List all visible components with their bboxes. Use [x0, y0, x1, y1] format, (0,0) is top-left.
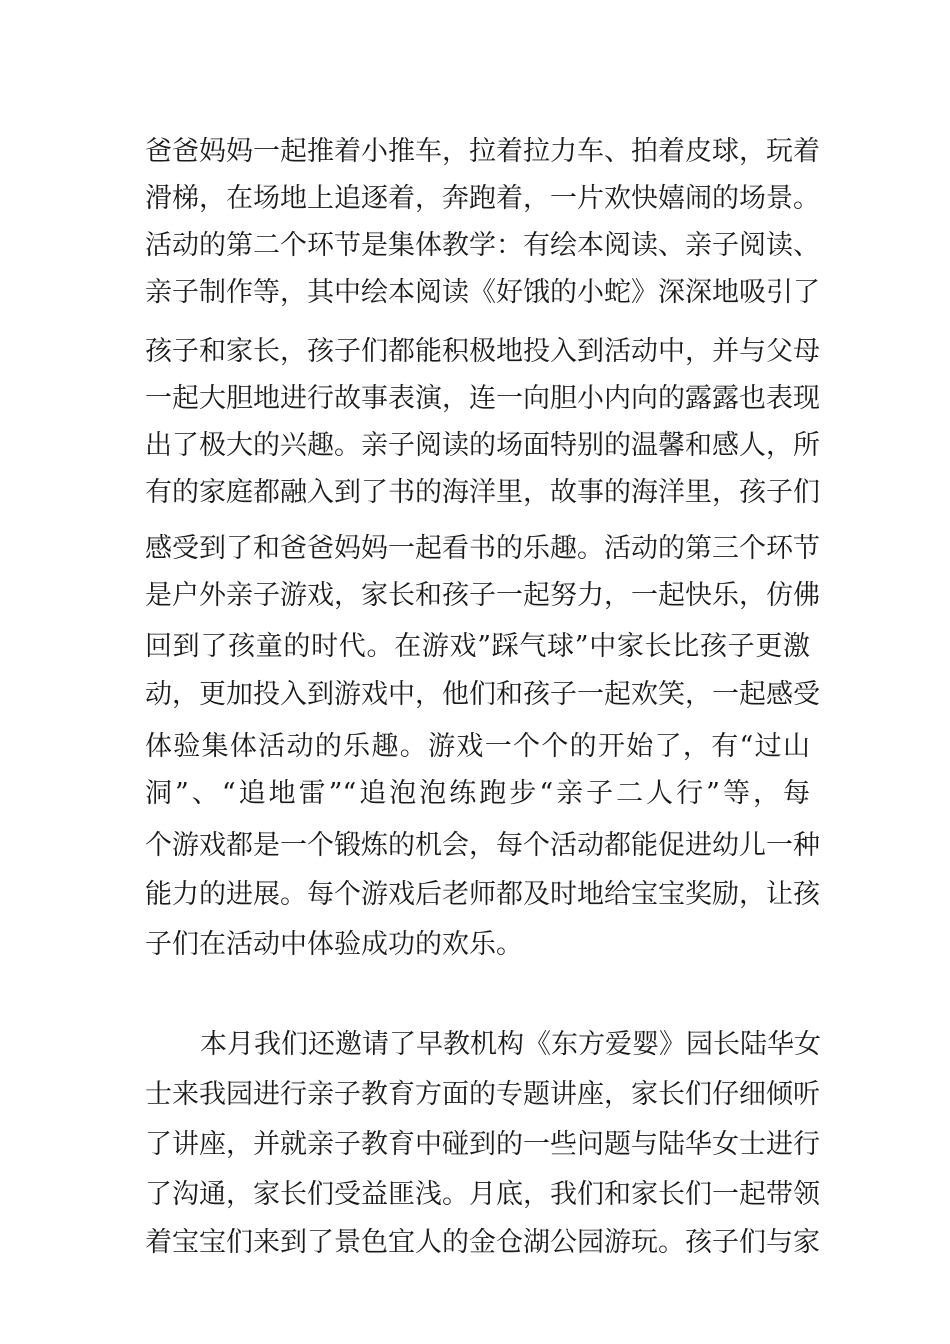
text-line: 感受到了和爸爸妈妈一起看书的乐趣。活动的第三个环节	[145, 533, 820, 564]
text-line: 亲子制作等，其中绘本阅读《好饿的小蛇》深深地吸引了	[145, 277, 820, 308]
paragraph-start-line: 本月我们还邀请了早教机构《东方爱婴》园长陆华女	[200, 1029, 821, 1060]
text-line: 着宝宝们来到了景色宜人的金仓湖公园游玩。孩子们与家	[145, 1227, 820, 1258]
text-line: 了沟通，家长们受益匪浅。月底，我们和家长们一起带领	[145, 1179, 820, 1210]
text-line: 洞”、“追地雷”“追泡泡练跑步“亲子二人行”等，每	[145, 778, 810, 809]
text-line: 了讲座，并就亲子教育中碰到的一些问题与陆华女士进行	[145, 1129, 820, 1160]
text-line: 出了极大的兴趣。亲子阅读的场面特别的温馨和感人，所	[145, 430, 820, 461]
text-line: 有的家庭都融入到了书的海洋里，故事的海洋里，孩子们	[145, 477, 820, 508]
paragraph-end-line: 子们在活动中体验成功的欢乐。	[145, 929, 523, 960]
text-line: 活动的第二个环节是集体教学：有绘本阅读、亲子阅读、	[145, 230, 820, 261]
text-line: 是户外亲子游戏，家长和孩子一起努力，一起快乐，仿佛	[145, 580, 820, 611]
text-line: 孩子和家长，孩子们都能积极地投入到活动中，并与父母	[145, 336, 820, 367]
text-line: 能力的进展。每个游戏后老师都及时地给宝宝奖励，让孩	[145, 879, 820, 910]
text-line: 滑梯，在场地上追逐着，奔跑着，一片欢快嬉闹的场景。	[145, 183, 820, 214]
text-line: 士来我园进行亲子教育方面的专题讲座，家长们仔细倾听	[145, 1079, 820, 1110]
text-line: 体验集体活动的乐趣。游戏一个个的开始了，有“过山	[145, 731, 810, 762]
text-line: 一起大胆地进行故事表演，连一向胆小内向的露露也表现	[145, 383, 820, 414]
text-line: 个游戏都是一个锻炼的机会，每个活动都能促进幼儿一种	[145, 830, 820, 861]
text-line: 爸爸妈妈一起推着小推车，拉着拉力车、拍着皮球，玩着	[145, 136, 820, 167]
text-line: 动，更加投入到游戏中，他们和孩子一起欢笑，一起感受	[145, 679, 820, 710]
text-line: 回到了孩童的时代。在游戏”踩气球”中家长比孩子更激	[145, 631, 810, 662]
